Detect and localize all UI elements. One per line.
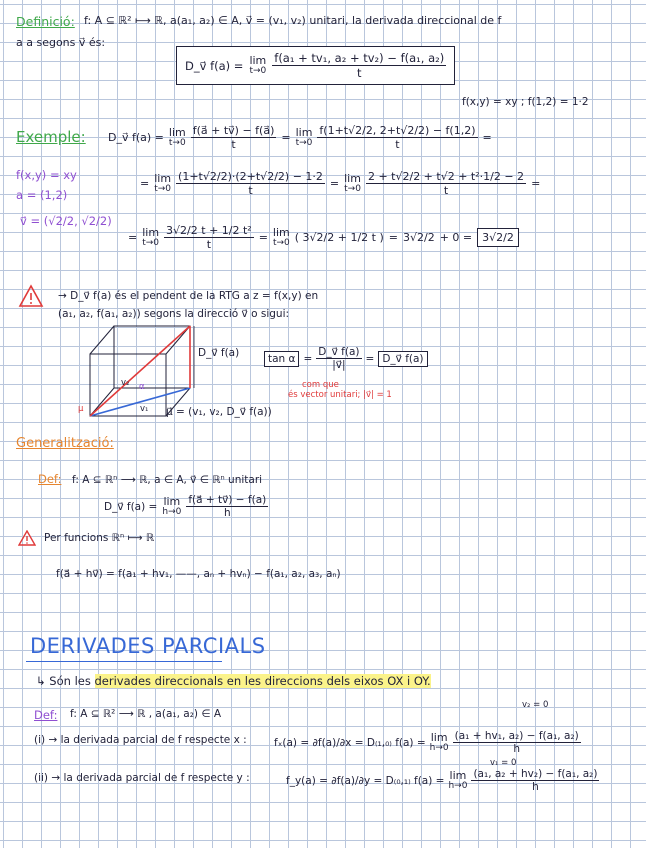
derivades-title-underline <box>26 661 222 662</box>
definicio-label: Definició: <box>16 14 75 29</box>
lim-sub: t→0 <box>272 237 290 248</box>
lim-sub: t→0 <box>249 65 267 76</box>
item2-lim <box>448 770 467 792</box>
warning-icon <box>18 284 44 308</box>
exemple-a-def: a = (1,2) <box>16 188 68 202</box>
equals-sign: = <box>128 231 138 244</box>
derivades-title: DERIVADES PARCIALS <box>30 634 266 658</box>
tan-relation <box>264 346 428 371</box>
row1-lhs: D_v⃗ f(a) = <box>108 131 164 144</box>
fig-mu: μ <box>78 404 84 414</box>
lim-word: lim <box>449 768 467 782</box>
equals-sign: = <box>365 352 375 365</box>
item1-formula: fₓ(a) = ∂f(a)/∂x = D₍₁,₀₎ f(a) = <box>274 736 426 749</box>
lim-word: lim <box>249 53 267 67</box>
lim-sub: t→0 <box>168 137 186 148</box>
row3-plus: + 0 = <box>439 231 473 244</box>
derivades-def-label: Def: <box>34 708 58 722</box>
gen-formula-lhs: D_v⃗ f(a) = <box>104 500 158 513</box>
item2-formula-group <box>286 768 599 793</box>
fraction-denominator: h <box>532 781 539 793</box>
equals-sign: = <box>281 131 291 144</box>
item2-text: (ii) → la derivada parcial de f respecte y : <box>34 772 250 784</box>
exemple-row2 <box>140 170 540 197</box>
fraction-numerator: f(a⃗ + tv⃗) − f(a) <box>188 494 267 506</box>
definicio-formula-lhs: D_v⃗ f(a) = <box>185 58 244 73</box>
lim-word: lim <box>430 730 448 744</box>
row1-frac-a <box>191 124 277 151</box>
lim-word: lim <box>168 125 186 139</box>
fig-label-right: D_v⃗ f(a) <box>198 347 240 359</box>
lim-word: lim <box>344 171 361 185</box>
fig-vector: μ⃗ = (v₁, v₂, D_v⃗ f(a)) <box>166 406 272 418</box>
item1-fraction <box>453 730 581 755</box>
gen-def-text: f: A ⊆ ℝⁿ ⟶ ℝ, a ∈ A, v⃗ ∈ ℝⁿ unitari <box>72 474 263 486</box>
row3-lim-b <box>273 227 290 249</box>
exemple-row1 <box>108 124 492 151</box>
row1-lim <box>169 127 186 149</box>
fraction-denominator: t <box>248 184 253 197</box>
fraction-denominator: t <box>231 138 236 151</box>
intro-highlight: derivades direccionals en les direccions dels eixos OX i OY. <box>94 674 431 688</box>
row2-lim-b <box>344 173 361 195</box>
fraction-numerator: (a₁, a₂ + hv₂) − f(a₁, a₂) <box>473 768 598 780</box>
row3-paren: ( 3√2/2 + 1/2 t ) <box>294 231 384 244</box>
fraction-numerator: f(a⃗ + tv⃗) − f(a⃗) <box>192 124 275 137</box>
derivades-def-text: f: A ⊆ ℝ² ⟶ ℝ , a(a₁, a₂) ∈ A <box>70 708 222 720</box>
lim-sub: h→0 <box>448 780 468 791</box>
fraction-numerator: (a₁ + hv₁, a₂) − f(a₁, a₂) <box>454 730 579 742</box>
lim-sub: t→0 <box>154 183 172 194</box>
derivades-intro <box>36 674 431 688</box>
lim-word: lim <box>272 225 290 239</box>
tan-result: D_v⃗ f(a) <box>378 351 427 367</box>
tan-frac <box>316 346 361 371</box>
note-v1-zero: v₁ = 0 <box>490 758 517 768</box>
gen-lim <box>162 496 181 518</box>
warning-icon <box>18 530 36 546</box>
lim-word: lim <box>295 125 313 139</box>
equals-sign: = <box>303 352 313 365</box>
row3-frac-a <box>164 224 254 251</box>
definicio-formula-box <box>176 46 455 85</box>
equals-sign: = <box>258 231 268 244</box>
fraction-numerator: D_v⃗ f(a) <box>318 346 360 358</box>
gen-def-label: Def: <box>38 472 62 486</box>
lim-sub: h→0 <box>162 506 182 517</box>
fig-v1: v₁ <box>140 404 149 414</box>
fraction-denominator: h <box>223 507 231 519</box>
equals-sign: = <box>482 131 492 144</box>
lim-sub: t→0 <box>295 137 313 148</box>
row3-lim <box>142 227 159 249</box>
row3-boxed-result: 3√2/2 <box>477 228 519 247</box>
equals-sign: = <box>329 177 340 190</box>
row1-frac-b <box>317 124 477 151</box>
exemple-row3 <box>128 224 519 251</box>
exemple-v-def: v⃗ = (√2/2, √2/2) <box>20 214 112 228</box>
definicio-line2: a a segons v⃗ és: <box>16 36 106 49</box>
gen-warn-text: Per funcions ℝⁿ ⟼ ℝ <box>44 532 155 544</box>
row2-frac-a <box>176 170 325 197</box>
lim-word: lim <box>154 171 172 185</box>
item2-fraction <box>471 768 599 793</box>
intro-text: ↳ Són les <box>36 674 91 688</box>
gen-formula <box>104 494 268 519</box>
warning1-line1: → D_v⃗ f(a) és el pendent de la RTG a z = f(x,y) en <box>58 290 319 302</box>
item1-formula-group <box>274 730 581 755</box>
fraction-denominator: t <box>206 238 212 251</box>
tan-note1: com que <box>302 380 339 390</box>
fraction-numerator: 3√2/2 t + 1/2 t² <box>166 224 252 237</box>
lim-word: lim <box>163 494 181 508</box>
fraction-denominator: t <box>443 184 449 197</box>
row2-frac-b <box>366 170 526 197</box>
fraction-numerator: (1+t√2/2)·(2+t√2/2) − 1·2 <box>178 170 323 183</box>
gen-expansion: f(a⃗ + hv⃗) = f(a₁ + hv₁, ——, aₙ + hvₙ) − f(a₁, a₂, a₃, aₙ) <box>56 568 341 580</box>
row2-lim <box>154 173 171 195</box>
lim-sub: h→0 <box>429 742 449 753</box>
fraction-numerator: f(1+t√2/2, 2+t√2/2) − f(1,2) <box>319 124 476 137</box>
exemple-side-note: f(x,y) = xy ; f(1,2) = 1·2 <box>462 96 589 108</box>
exemple-label: Exemple: <box>16 128 86 146</box>
gen-fraction <box>186 494 268 519</box>
equals-sign: = <box>140 177 150 190</box>
lim-sub: t→0 <box>142 237 160 248</box>
definicio-fraction <box>272 51 446 80</box>
definicio-lim <box>249 55 266 77</box>
fig-v2: v₂ <box>121 378 130 388</box>
item1-text: (i) → la derivada parcial de f respecte x : <box>34 734 247 746</box>
fraction-denominator: |v⃗| <box>332 359 346 371</box>
tan-note2: és vector unitari; |v⃗| = 1 <box>288 390 392 400</box>
item1-lim <box>430 732 449 754</box>
row3-result: 3√2/2 <box>402 231 435 244</box>
fig-alpha: α <box>139 382 145 392</box>
item2-formula: f_y(a) = ∂f(a)/∂y = D₍₀,₁₎ f(a) = <box>286 774 445 787</box>
lim-sub: t→0 <box>344 183 361 194</box>
fraction-denominator: t <box>357 66 362 80</box>
fraction-denominator: t <box>395 138 400 151</box>
lim-word: lim <box>142 225 160 239</box>
note-v2-zero: v₂ = 0 <box>522 700 549 710</box>
tan-label: tan α <box>264 351 299 367</box>
equals-sign: = <box>388 231 398 244</box>
fraction-denominator: h <box>513 743 520 755</box>
fraction-numerator: f(a₁ + tv₁, a₂ + tv₂) − f(a₁, a₂) <box>274 51 445 65</box>
fraction-numerator: 2 + t√2/2 + t√2 + t²·1/2 − 2 <box>367 170 525 183</box>
generalitzacio-title: Generalització: <box>16 436 114 451</box>
equals-sign: = <box>531 177 541 190</box>
row1-lim-b <box>296 127 313 149</box>
definicio-line1: f: A ⊆ ℝ² ⟼ ℝ, a(a₁, a₂) ∈ A, v⃗ = (v₁, v₂) unitari, la derivada direccional de f <box>84 14 502 27</box>
exemple-f-def: f(x,y) = xy <box>16 168 77 182</box>
warning1-line2: (a₁, a₂, f(a₁, a₂)) segons la direcció v⃗ o sigui: <box>58 308 290 320</box>
